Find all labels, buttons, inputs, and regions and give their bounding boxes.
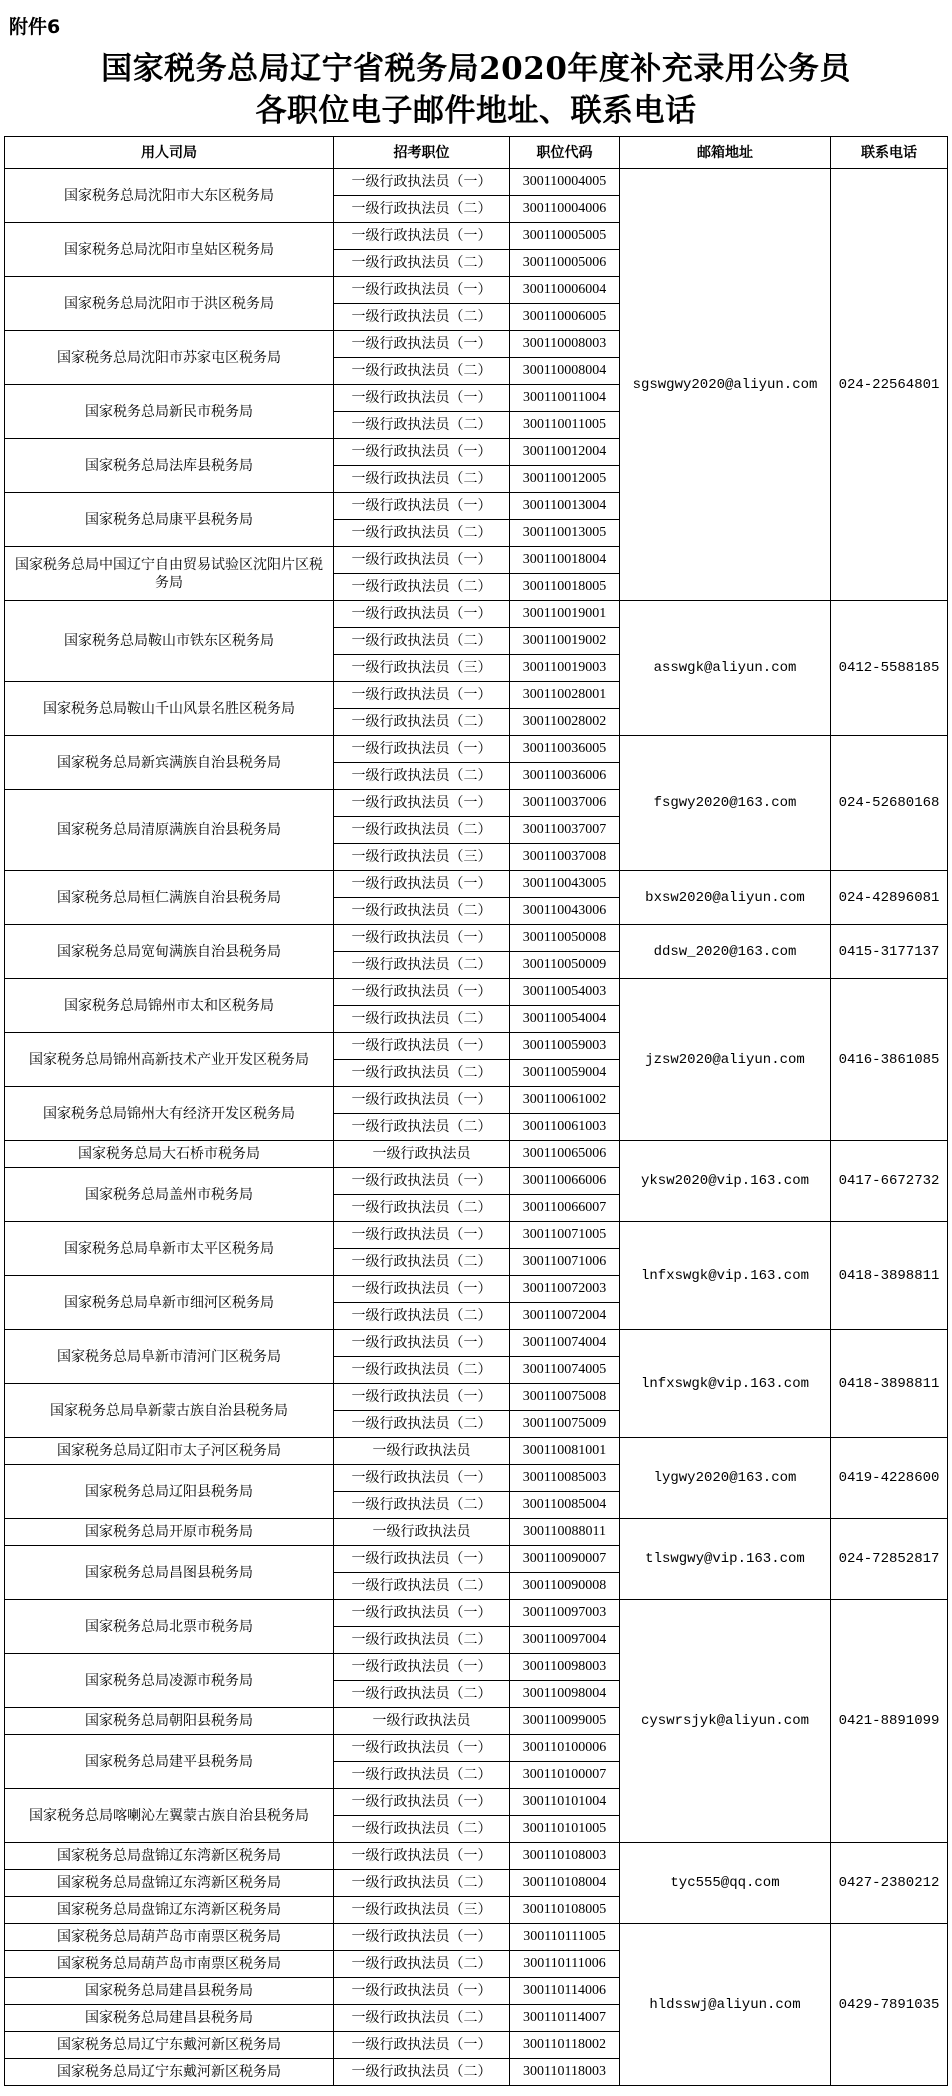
position-code-cell: 300110118002 — [510, 2032, 620, 2059]
position-title-cell: 一级行政执法员（二） — [334, 1762, 510, 1789]
email-cell: jzsw2020@aliyun.com — [620, 979, 831, 1141]
position-title-cell: 一级行政执法员（二） — [334, 250, 510, 277]
email-cell: sgswgwy2020@aliyun.com — [620, 169, 831, 601]
position-title-cell: 一级行政执法员（一） — [334, 1600, 510, 1627]
phone-cell: 0412-5588185 — [831, 601, 948, 736]
position-code-cell: 300110059003 — [510, 1033, 620, 1060]
position-title-cell: 一级行政执法员（一） — [334, 385, 510, 412]
table-row — [5, 1600, 948, 1627]
position-title-cell: 一级行政执法员（二） — [334, 520, 510, 547]
position-code-cell: 300110043006 — [510, 898, 620, 925]
position-title-cell: 一级行政执法员（一） — [334, 2032, 510, 2059]
position-code-cell: 300110088011 — [510, 1519, 620, 1546]
position-code-cell: 300110099005 — [510, 1708, 620, 1735]
header-position: 招考职位 — [334, 137, 510, 169]
unit-name-cell: 国家税务总局康平县税务局 — [5, 493, 334, 547]
header-code: 职位代码 — [510, 137, 620, 169]
email-cell: tlswgwy@vip.163.com — [620, 1519, 831, 1600]
position-title-cell: 一级行政执法员（一） — [334, 1087, 510, 1114]
table-row — [5, 1843, 948, 1870]
unit-name-cell: 国家税务总局建平县税务局 — [5, 1735, 334, 1789]
position-title-cell: 一级行政执法员（一） — [334, 1546, 510, 1573]
position-title-cell: 一级行政执法员（二） — [334, 709, 510, 736]
phone-cell: 0418-3898811 — [831, 1222, 948, 1330]
position-title-cell: 一级行政执法员（二） — [334, 1060, 510, 1087]
position-code-cell: 300110054004 — [510, 1006, 620, 1033]
position-code-cell: 300110108005 — [510, 1897, 620, 1924]
position-code-cell: 300110011004 — [510, 385, 620, 412]
phone-cell: 0417-6672732 — [831, 1141, 948, 1222]
unit-name-cell: 国家税务总局建昌县税务局 — [5, 1978, 334, 2005]
unit-name-cell: 国家税务总局喀喇沁左翼蒙古族自治县税务局 — [5, 1789, 334, 1843]
position-title-cell: 一级行政执法员 — [334, 1141, 510, 1168]
position-title-cell: 一级行政执法员 — [334, 1708, 510, 1735]
document-title — [0, 48, 952, 132]
table-body — [5, 169, 948, 2086]
table-row — [5, 1330, 948, 1357]
position-code-cell: 300110100007 — [510, 1762, 620, 1789]
position-title-cell: 一级行政执法员（一） — [334, 1168, 510, 1195]
position-title-cell: 一级行政执法员（一） — [334, 1465, 510, 1492]
position-code-cell: 300110081001 — [510, 1438, 620, 1465]
position-title-cell: 一级行政执法员（二） — [334, 412, 510, 439]
table-row — [5, 1519, 948, 1546]
header-row — [5, 137, 948, 169]
position-code-cell: 300110074005 — [510, 1357, 620, 1384]
position-title-cell: 一级行政执法员（二） — [334, 1627, 510, 1654]
email-cell: cyswrsjyk@aliyun.com — [620, 1600, 831, 1843]
position-code-cell: 300110054003 — [510, 979, 620, 1006]
unit-name-cell: 国家税务总局辽阳县税务局 — [5, 1465, 334, 1519]
unit-name-cell: 国家税务总局葫芦岛市南票区税务局 — [5, 1924, 334, 1951]
position-title-cell: 一级行政执法员（一） — [334, 439, 510, 466]
position-code-cell: 300110028001 — [510, 682, 620, 709]
phone-cell: 0421-8891099 — [831, 1600, 948, 1843]
position-code-cell: 300110028002 — [510, 709, 620, 736]
position-title-cell: 一级行政执法员（一） — [334, 1843, 510, 1870]
unit-name-cell: 国家税务总局凌源市税务局 — [5, 1654, 334, 1708]
header-phone: 联系电话 — [831, 137, 948, 169]
position-title-cell: 一级行政执法员（二） — [334, 358, 510, 385]
unit-name-cell: 国家税务总局新民市税务局 — [5, 385, 334, 439]
unit-name-cell: 国家税务总局朝阳县税务局 — [5, 1708, 334, 1735]
position-title-cell: 一级行政执法员（一） — [334, 277, 510, 304]
position-title-cell: 一级行政执法员（二） — [334, 898, 510, 925]
position-title-cell: 一级行政执法员（二） — [334, 628, 510, 655]
position-code-cell: 300110075008 — [510, 1384, 620, 1411]
table-row — [5, 1222, 948, 1249]
table-row — [5, 871, 948, 898]
phone-cell: 0415-3177137 — [831, 925, 948, 979]
position-code-cell: 300110011005 — [510, 412, 620, 439]
email-cell: fsgwy2020@163.com — [620, 736, 831, 871]
position-code-cell: 300110118003 — [510, 2059, 620, 2086]
position-code-cell: 300110114007 — [510, 2005, 620, 2032]
table-row — [5, 736, 948, 763]
position-title-cell: 一级行政执法员 — [334, 1438, 510, 1465]
table-row — [5, 1924, 948, 1951]
position-code-cell: 300110090008 — [510, 1573, 620, 1600]
unit-name-cell: 国家税务总局辽宁东戴河新区税务局 — [5, 2032, 334, 2059]
position-title-cell: 一级行政执法员（二） — [334, 952, 510, 979]
position-title-cell: 一级行政执法员（二） — [334, 1951, 510, 1978]
table-row — [5, 979, 948, 1006]
table-row — [5, 925, 948, 952]
position-title-cell: 一级行政执法员（二） — [334, 1195, 510, 1222]
email-cell: lnfxswgk@vip.163.com — [620, 1222, 831, 1330]
email-cell: hldsswj@aliyun.com — [620, 1924, 831, 2086]
position-title-cell: 一级行政执法员（一） — [334, 682, 510, 709]
position-code-cell: 300110111006 — [510, 1951, 620, 1978]
phone-cell: 0419-4228600 — [831, 1438, 948, 1519]
position-title-cell: 一级行政执法员（一） — [334, 1330, 510, 1357]
position-title-cell: 一级行政执法员（一） — [334, 736, 510, 763]
position-title-cell: 一级行政执法员（二） — [334, 2005, 510, 2032]
position-code-cell: 300110037007 — [510, 817, 620, 844]
unit-name-cell: 国家税务总局沈阳市苏家屯区税务局 — [5, 331, 334, 385]
position-code-cell: 300110018005 — [510, 574, 620, 601]
position-code-cell: 300110019003 — [510, 655, 620, 682]
position-code-cell: 300110114006 — [510, 1978, 620, 2005]
unit-name-cell: 国家税务总局清原满族自治县税务局 — [5, 790, 334, 871]
position-code-cell: 300110008003 — [510, 331, 620, 358]
unit-name-cell: 国家税务总局法库县税务局 — [5, 439, 334, 493]
position-code-cell: 300110101004 — [510, 1789, 620, 1816]
unit-name-cell: 国家税务总局鞍山千山风景名胜区税务局 — [5, 682, 334, 736]
phone-cell: 0416-3861085 — [831, 979, 948, 1141]
position-code-cell: 300110004006 — [510, 196, 620, 223]
position-code-cell: 300110006004 — [510, 277, 620, 304]
header-unit: 用人司局 — [5, 137, 334, 169]
position-code-cell: 300110098004 — [510, 1681, 620, 1708]
position-code-cell: 300110050009 — [510, 952, 620, 979]
position-code-cell: 300110085004 — [510, 1492, 620, 1519]
email-cell: lygwy2020@163.com — [620, 1438, 831, 1519]
position-code-cell: 300110037006 — [510, 790, 620, 817]
position-title-cell: 一级行政执法员（二） — [334, 1303, 510, 1330]
position-title-cell: 一级行政执法员（二） — [334, 2059, 510, 2086]
unit-name-cell: 国家税务总局盘锦辽东湾新区税务局 — [5, 1843, 334, 1870]
position-title-cell: 一级行政执法员（一） — [334, 331, 510, 358]
position-title-cell: 一级行政执法员（二） — [334, 1816, 510, 1843]
position-code-cell: 300110098003 — [510, 1654, 620, 1681]
unit-name-cell: 国家税务总局盘锦辽东湾新区税务局 — [5, 1870, 334, 1897]
position-code-cell: 300110071006 — [510, 1249, 620, 1276]
position-code-cell: 300110012004 — [510, 439, 620, 466]
table-row — [5, 1438, 948, 1465]
unit-name-cell: 国家税务总局昌图县税务局 — [5, 1546, 334, 1600]
position-title-cell: 一级行政执法员（一） — [334, 1033, 510, 1060]
unit-name-cell: 国家税务总局建昌县税务局 — [5, 2005, 334, 2032]
position-code-cell: 300110100006 — [510, 1735, 620, 1762]
unit-name-cell: 国家税务总局辽阳市太子河区税务局 — [5, 1438, 334, 1465]
position-code-cell: 300110043005 — [510, 871, 620, 898]
position-title-cell: 一级行政执法员（二） — [334, 1492, 510, 1519]
position-title-cell: 一级行政执法员（三） — [334, 655, 510, 682]
position-code-cell: 300110108004 — [510, 1870, 620, 1897]
position-code-cell: 300110019001 — [510, 601, 620, 628]
unit-name-cell: 国家税务总局葫芦岛市南票区税务局 — [5, 1951, 334, 1978]
email-cell: bxsw2020@aliyun.com — [620, 871, 831, 925]
phone-cell: 0429-7891035 — [831, 1924, 948, 2086]
position-title-cell: 一级行政执法员（一） — [334, 1735, 510, 1762]
position-code-cell: 300110090007 — [510, 1546, 620, 1573]
unit-name-cell: 国家税务总局沈阳市皇姑区税务局 — [5, 223, 334, 277]
position-title-cell: 一级行政执法员（二） — [334, 1573, 510, 1600]
position-title-cell: 一级行政执法员（二） — [334, 574, 510, 601]
position-title-cell: 一级行政执法员（一） — [334, 169, 510, 196]
unit-name-cell: 国家税务总局锦州高新技术产业开发区税务局 — [5, 1033, 334, 1087]
position-title-cell: 一级行政执法员（二） — [334, 1249, 510, 1276]
position-code-cell: 300110012005 — [510, 466, 620, 493]
position-title-cell: 一级行政执法员（二） — [334, 466, 510, 493]
position-title-cell: 一级行政执法员（二） — [334, 304, 510, 331]
unit-name-cell: 国家税务总局阜新市清河门区税务局 — [5, 1330, 334, 1384]
unit-name-cell: 国家税务总局沈阳市大东区税务局 — [5, 169, 334, 223]
position-title-cell: 一级行政执法员（二） — [334, 1411, 510, 1438]
phone-cell: 0418-3898811 — [831, 1330, 948, 1438]
position-code-cell: 300110005005 — [510, 223, 620, 250]
position-code-cell: 300110097004 — [510, 1627, 620, 1654]
position-title-cell: 一级行政执法员（二） — [334, 1114, 510, 1141]
position-title-cell: 一级行政执法员（一） — [334, 1924, 510, 1951]
contact-table — [4, 136, 948, 2086]
email-cell: tyc555@qq.com — [620, 1843, 831, 1924]
position-title-cell: 一级行政执法员（一） — [334, 925, 510, 952]
position-code-cell: 300110018004 — [510, 547, 620, 574]
position-code-cell: 300110013004 — [510, 493, 620, 520]
position-code-cell: 300110050008 — [510, 925, 620, 952]
position-title-cell: 一级行政执法员（一） — [334, 1222, 510, 1249]
position-title-cell: 一级行政执法员（一） — [334, 223, 510, 250]
unit-name-cell: 国家税务总局锦州大有经济开发区税务局 — [5, 1087, 334, 1141]
position-title-cell: 一级行政执法员（二） — [334, 817, 510, 844]
position-code-cell: 300110066006 — [510, 1168, 620, 1195]
position-code-cell: 300110065006 — [510, 1141, 620, 1168]
position-title-cell: 一级行政执法员（三） — [334, 844, 510, 871]
unit-name-cell: 国家税务总局阜新蒙古族自治县税务局 — [5, 1384, 334, 1438]
email-cell: yksw2020@vip.163.com — [620, 1141, 831, 1222]
position-code-cell: 300110013005 — [510, 520, 620, 547]
position-title-cell: 一级行政执法员（二） — [334, 1357, 510, 1384]
table-row — [5, 601, 948, 628]
email-cell: lnfxswgk@vip.163.com — [620, 1330, 831, 1438]
unit-name-cell: 国家税务总局阜新市太平区税务局 — [5, 1222, 334, 1276]
position-title-cell: 一级行政执法员（一） — [334, 1384, 510, 1411]
email-cell: ddsw_2020@163.com — [620, 925, 831, 979]
position-code-cell: 300110036006 — [510, 763, 620, 790]
unit-name-cell: 国家税务总局阜新市细河区税务局 — [5, 1276, 334, 1330]
position-code-cell: 300110006005 — [510, 304, 620, 331]
position-title-cell: 一级行政执法员（二） — [334, 1006, 510, 1033]
title-line-2: 各职位电子邮件地址、联系电话 — [255, 93, 697, 129]
position-title-cell: 一级行政执法员（二） — [334, 1870, 510, 1897]
unit-name-cell: 国家税务总局鞍山市铁东区税务局 — [5, 601, 334, 682]
table-row — [5, 1141, 948, 1168]
unit-name-cell: 国家税务总局桓仁满族自治县税务局 — [5, 871, 334, 925]
unit-name-cell: 国家税务总局盘锦辽东湾新区税务局 — [5, 1897, 334, 1924]
attachment-label: 附件6 — [9, 16, 61, 38]
position-title-cell: 一级行政执法员（一） — [334, 790, 510, 817]
position-code-cell: 300110097003 — [510, 1600, 620, 1627]
position-code-cell: 300110036005 — [510, 736, 620, 763]
position-title-cell: 一级行政执法员（一） — [334, 601, 510, 628]
phone-cell: 024-72852817 — [831, 1519, 948, 1600]
unit-name-cell: 国家税务总局辽宁东戴河新区税务局 — [5, 2059, 334, 2086]
position-code-cell: 300110019002 — [510, 628, 620, 655]
position-title-cell: 一级行政执法员（一） — [334, 1276, 510, 1303]
unit-name-cell: 国家税务总局沈阳市于洪区税务局 — [5, 277, 334, 331]
position-title-cell: 一级行政执法员（二） — [334, 1681, 510, 1708]
position-code-cell: 300110008004 — [510, 358, 620, 385]
position-code-cell: 300110085003 — [510, 1465, 620, 1492]
position-title-cell: 一级行政执法员（一） — [334, 1978, 510, 2005]
position-title-cell: 一级行政执法员（二） — [334, 763, 510, 790]
unit-name-cell: 国家税务总局锦州市太和区税务局 — [5, 979, 334, 1033]
position-code-cell: 300110059004 — [510, 1060, 620, 1087]
position-title-cell: 一级行政执法员（二） — [334, 196, 510, 223]
position-code-cell: 300110074004 — [510, 1330, 620, 1357]
position-code-cell: 300110111005 — [510, 1924, 620, 1951]
position-title-cell: 一级行政执法员 — [334, 1519, 510, 1546]
position-title-cell: 一级行政执法员（一） — [334, 1789, 510, 1816]
position-code-cell: 300110072003 — [510, 1276, 620, 1303]
unit-name-cell: 国家税务总局宽甸满族自治县税务局 — [5, 925, 334, 979]
phone-cell: 024-22564801 — [831, 169, 948, 601]
position-code-cell: 300110037008 — [510, 844, 620, 871]
unit-name-cell: 国家税务总局开原市税务局 — [5, 1519, 334, 1546]
position-code-cell: 300110066007 — [510, 1195, 620, 1222]
position-title-cell: 一级行政执法员（一） — [334, 979, 510, 1006]
phone-cell: 0427-2380212 — [831, 1843, 948, 1924]
position-code-cell: 300110072004 — [510, 1303, 620, 1330]
position-code-cell: 300110108003 — [510, 1843, 620, 1870]
title-line-1: 国家税务总局辽宁省税务局2020年度补充录用公务员 — [101, 51, 851, 87]
unit-name-cell: 国家税务总局大石桥市税务局 — [5, 1141, 334, 1168]
table-row — [5, 169, 948, 196]
position-title-cell: 一级行政执法员（一） — [334, 871, 510, 898]
position-title-cell: 一级行政执法员（三） — [334, 1897, 510, 1924]
header-email: 邮箱地址 — [620, 137, 831, 169]
unit-name-cell: 国家税务总局北票市税务局 — [5, 1600, 334, 1654]
phone-cell: 024-42896081 — [831, 871, 948, 925]
unit-name-cell: 国家税务总局盖州市税务局 — [5, 1168, 334, 1222]
position-title-cell: 一级行政执法员（一） — [334, 493, 510, 520]
position-code-cell: 300110004005 — [510, 169, 620, 196]
position-title-cell: 一级行政执法员（一） — [334, 547, 510, 574]
email-cell: asswgk@aliyun.com — [620, 601, 831, 736]
unit-name-cell: 国家税务总局新宾满族自治县税务局 — [5, 736, 334, 790]
position-code-cell: 300110061002 — [510, 1087, 620, 1114]
position-code-cell: 300110005006 — [510, 250, 620, 277]
unit-name-cell: 国家税务总局中国辽宁自由贸易试验区沈阳片区税务局 — [5, 547, 334, 601]
position-code-cell: 300110101005 — [510, 1816, 620, 1843]
position-code-cell: 300110061003 — [510, 1114, 620, 1141]
position-code-cell: 300110075009 — [510, 1411, 620, 1438]
phone-cell: 024-52680168 — [831, 736, 948, 871]
position-title-cell: 一级行政执法员（一） — [334, 1654, 510, 1681]
position-code-cell: 300110071005 — [510, 1222, 620, 1249]
